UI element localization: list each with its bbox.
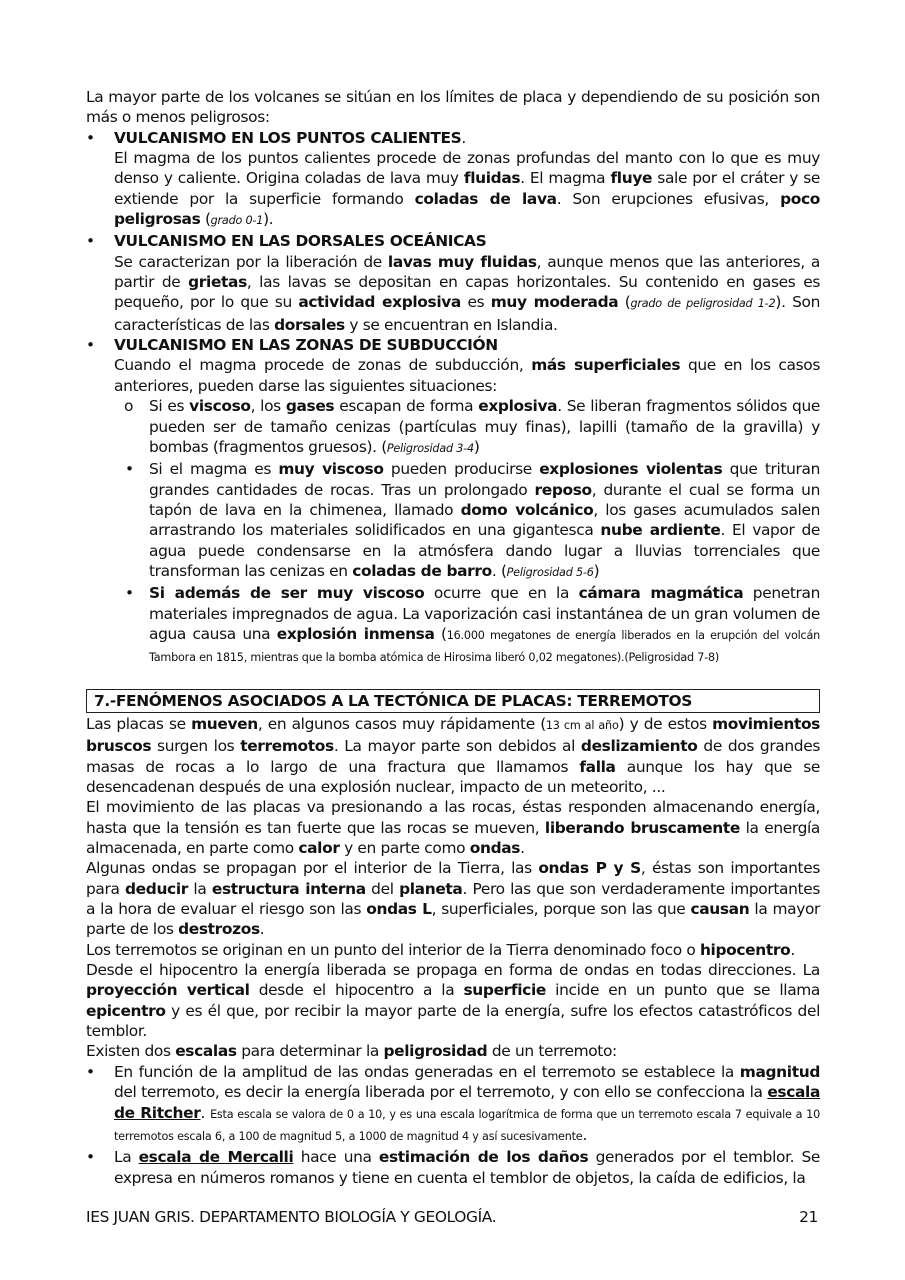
sub-item-very-viscous: • Si el magma es muy viscoso pueden producirse explosiones violentas que trituran grandes cantidades de rocas. Tras un prolongado reposo, durante el cual se forma un tapón de lava en la chimenea, llamado domo volcánico, los gases acumulados salen arrastrando los materiales solidificados en una gigantesca nube ardiente. El vapor de agua puede condensarse en la atmósfera dando lugar a lluvias torrenciales que transforman las cenizas en coladas de barro. (Peligrosidad 5-6)	[86, 459, 820, 583]
paragraph: Los terremotos se originan en un punto del interior de la Tierra denominado foco o hipocentro.	[86, 940, 795, 959]
list-item-subduction	[86, 335, 820, 396]
list-item-ridges	[86, 231, 820, 335]
paragraph: Existen dos escalas para determinar la peligrosidad de un terremoto:	[86, 1042, 617, 1061]
page-footer	[86, 1208, 820, 1226]
paragraph: Desde el hipocentro la energía liberada se propaga en forma de ondas en todas direcciones. La proyección vertical desde el hipocentro a la superficie incide en un punto que se llama epicentro y es él que, por recibir la mayor parte de la energía, sufre los efectos catastróficos del temblor.	[86, 961, 821, 1041]
section-title: VULCANISMO EN LAS DORSALES OCEÁNICAS	[114, 232, 487, 251]
document-page	[86, 87, 820, 1188]
section-heading: 7.-FENÓMENOS ASOCIADOS A LA TECTÓNICA DE PLACAS: TERREMOTOS	[86, 689, 820, 713]
footer-text: IES JUAN GRIS. DEPARTAMENTO BIOLOGÍA Y GEOLOGÍA.	[86, 1208, 497, 1226]
list-item-hotspots: • VULCANISMO EN LOS PUNTOS CALIENTES. El magma de los puntos calientes procede de zonas profundas del manto con lo que es muy denso y caliente. Origina coladas de lava muy fluidas. El magma fluye sale por el cráter y se extiende por la superficie formando coladas de lava. Son erupciones efusivas, poco peligrosas (grado 0-1).	[86, 128, 820, 232]
paragraph: Las placas se mueven, en algunos casos muy rápidamente (13 cm al año) y de estos movimientos bruscos surgen los terremotos. La mayor parte son debidos al deslizamiento de dos grandes masas de rocas a lo largo de una fractura que llamamos falla aunque los hay que se desencadenan después de una explosión nuclear, impacto de un meteorito, ...	[86, 714, 820, 796]
intro-paragraph: La mayor parte de los volcanes se sitúan en los límites de placa y dependiendo de su posición son más o menos peligrosos:	[86, 88, 820, 127]
list-item-richter: • En función de la amplitud de las ondas generadas en el terremoto se establece la magnitud del terremoto, es decir la energía liberada por el terremoto, y con ello se confecciona la escala de Ritcher. Esta escala se valora de 0 a 10, y es una escala logarítmica de forma que un terremoto escala 7 equivale a 10 terremotos escala 6, a 100 de magnitud 5, a 1000 de magnitud 4 y así sucesivamente.	[86, 1062, 820, 1147]
sub-item-magma-chamber: • Si además de ser muy viscoso ocurre que en la cámara magmática penetran materiales impregnados de agua. La vaporización casi instantánea de un gran volumen de agua causa una explosión inmensa (16.000 megatones de energía liberados en la erupción del volcán Tambora en 1815, mientras que la bomba atómica de Hirosima liberó 0,02 megatones).(Peligrosidad 7-8)	[86, 583, 820, 668]
list-item-mercalli: • La escala de Mercalli hace una estimación de los daños generados por el temblor. Se expresa en números romanos y tiene en cuenta el temblor de objetos, la caída de edificios, la	[86, 1147, 820, 1188]
paragraph: Algunas ondas se propagan por el interior de la Tierra, las ondas P y S, éstas son importantes para deducir la estructura interna del planeta. Pero las que son verdaderamente importantes a la hora de evaluar el riesgo son las ondas L, superficiales, porque son las que causan la mayor parte de los destrozos.	[86, 859, 821, 939]
section-title: VULCANISMO EN LOS PUNTOS CALIENTES	[114, 128, 462, 147]
paragraph: El movimiento de las placas va presionando a las rocas, éstas responden almacenando energía, hasta que la tensión es tan fuerte que las rocas se mueven, liberando bruscamente la energía almacenada, en parte como calor y en parte como ondas.	[86, 798, 820, 858]
subduction-text: Cuando el magma procede de zonas de subducción, más superficiales que en los casos anteriores, pueden darse las siguientes situaciones:	[114, 356, 820, 395]
sub-item-viscous: o Si es viscoso, los gases escapan de forma explosiva. Se liberan fragmentos sólidos que pueden ser de tamaño cenizas (partículas muy finas), lapilli (tamaño de la gravilla) y bombas (fragmentos gruesos). (Peligrosidad 3-4)	[86, 396, 820, 459]
section-title: VULCANISMO EN LAS ZONAS DE SUBDUCCIÓN	[114, 336, 498, 355]
page-number: 21	[799, 1208, 818, 1226]
hotspots-text: El magma de los puntos calientes procede de zonas profundas del manto con lo que es muy denso y caliente. Origina coladas de lava muy fluidas. El magma fluye sale por el cráter y se extiende por la superficie formando coladas de lava. Son erupciones efusivas, poco peligrosas (grado 0-1).	[114, 149, 821, 229]
ridges-text: Se caracterizan por la liberación de lavas muy fluidas, aunque menos que las anteriores, a partir de grietas, las lavas se depositan en capas horizontales. Su contenido en gases es pequeño, por lo que su actividad explosiva es muy moderada (grado de peligrosidad 1-2). Son características de las dorsales y se encuentran en Islandia.	[114, 252, 820, 334]
